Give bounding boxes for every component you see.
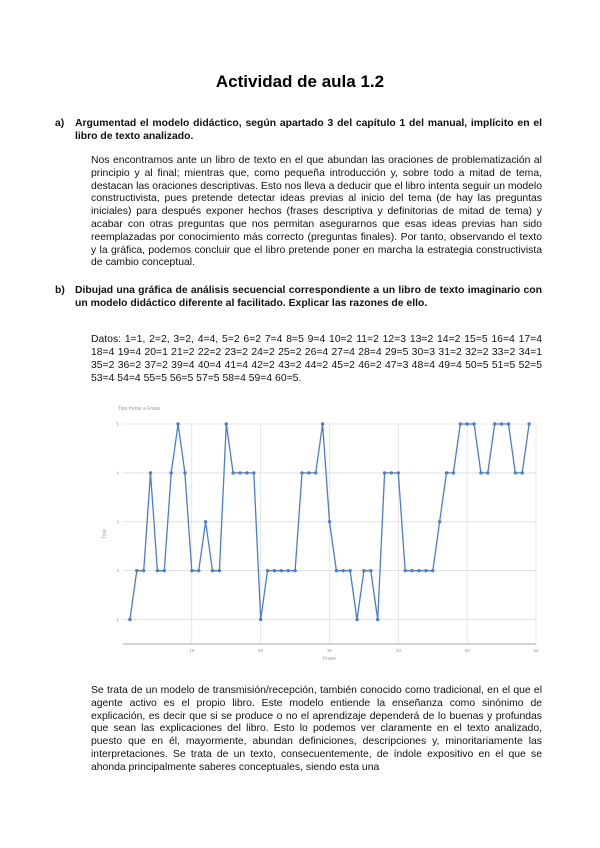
data-point: [514, 471, 517, 474]
y-tick-label: 1: [116, 617, 119, 623]
data-point: [169, 471, 172, 474]
data-point: [204, 520, 207, 523]
answer-b: Se trata de un modelo de transmisión/recepción, también conocido como tradicional, en el que el agente activo es el propio libro. Este modelo entiende la enseñanza como sinónimo de explicación, es decir que si se produce o no el aprendizaje dependerá de lo buenas y profundas que sean las explicaciones del libro. Esto lo podemos ver claramente en el texto analizado, puesto que en él, mayormente, abundan definiciones, descripciones y, minoritariamente las interpretaciones. Se trata de un texto, consecuentemente, de índole expositivo en el que se ahonda principalmente saberes conceptuales, siendo esta una: [91, 685, 542, 773]
data-point: [252, 471, 255, 474]
data-point: [431, 569, 434, 572]
data-point: [300, 471, 303, 474]
data-point: [163, 569, 166, 572]
data-point: [328, 520, 331, 523]
x-tick-label: 10: [189, 648, 195, 653]
data-point: [424, 569, 427, 572]
chart-title: Tipo frente a Frase: [118, 406, 161, 412]
data-point: [225, 422, 228, 425]
data-point: [321, 422, 324, 425]
data-point: [128, 618, 131, 621]
data-point: [245, 471, 248, 474]
data-point: [479, 471, 482, 474]
page-title: Actividad de aula 1.2: [215, 72, 385, 91]
x-tick-label: 30: [326, 648, 333, 653]
data-point: [410, 569, 413, 572]
data-point: [183, 471, 186, 474]
question-a-text: Argumentad el modelo didáctico, según apartado 3 del capítulo 1 del manual, implícito en el libro de texto analizado.: [75, 118, 542, 142]
data-point: [149, 471, 152, 474]
data-point: [259, 618, 262, 621]
data-point: [142, 569, 145, 572]
x-tick-label: 60: [533, 648, 539, 653]
data-point: [266, 569, 269, 572]
data-point: [452, 471, 455, 474]
data-point: [348, 569, 351, 572]
data-point: [493, 422, 496, 425]
data-point: [472, 422, 475, 425]
data-point: [197, 569, 200, 572]
data-point: [527, 422, 530, 425]
data-point: [293, 569, 296, 572]
data-point: [211, 569, 214, 572]
data-point: [465, 422, 468, 425]
chart-ticks: [116, 422, 539, 654]
x-tick-label: 20: [258, 648, 264, 653]
data-point: [156, 569, 159, 572]
question-b-text: Dibujad una gráfica de análisis secuencial correspondiente a un libro de texto imaginario con un modelo didáctico diferente al facilitado. Explicar las razones de ello.: [75, 285, 542, 309]
y-axis-label: Tipo: [102, 529, 108, 539]
data-point: [355, 618, 358, 621]
data-point: [507, 422, 510, 425]
data-point: [376, 618, 379, 621]
y-tick-label: 4: [116, 470, 119, 476]
sequence-chart: [90, 400, 550, 670]
data-point: [135, 569, 138, 572]
data-point: [459, 422, 462, 425]
data-point: [390, 471, 393, 474]
data-point: [397, 471, 400, 474]
x-tick-label: 50: [464, 648, 470, 653]
question-b-letter: b): [55, 285, 65, 296]
data-point: [238, 471, 241, 474]
data-point: [342, 569, 345, 572]
question-a: [55, 117, 542, 143]
question-b: [55, 284, 542, 310]
data-point: [190, 569, 193, 572]
data-point: [273, 569, 276, 572]
data-point: [176, 422, 179, 425]
data-point: [314, 471, 317, 474]
data-point: [280, 569, 283, 572]
data-point: [362, 569, 365, 572]
y-tick-label: 5: [116, 421, 119, 427]
data-point: [521, 471, 524, 474]
data-point: [335, 569, 338, 572]
data-point: [417, 569, 420, 572]
y-tick-label: 3: [116, 519, 119, 525]
data-point: [218, 569, 221, 572]
data-listing: Datos: 1=1, 2=2, 3=2, 4=4, 5=2 6=2 7=4 8=5 9=4 10=2 11=2 12=3 13=2 14=2 15=5 16=4 17=4 18=4 19=4 20=1 21=2 22=2 23=2 24=2 25=2 26=4 27=4 28=4 29=5 30=3 31=2 32=2 33=2 34=1 35=2 36=2 37=2 39=4 40=4 41=4 42=2 43=2 44=2 45=2 46=2 47=3 48=4 49=4 50=5 51=5 52=5 53=4 54=4 55=5 56=5 57=5 58=4 59=4 60=5.: [91, 334, 542, 384]
chart-grid: [123, 424, 536, 644]
data-point: [404, 569, 407, 572]
y-tick-label: 2: [116, 568, 119, 574]
x-axis-label: Frase: [323, 656, 336, 662]
x-tick-label: 40: [395, 648, 401, 653]
question-a-letter: a): [55, 118, 65, 129]
data-point: [486, 471, 489, 474]
data-point: [445, 471, 448, 474]
data-point: [500, 422, 503, 425]
data-point: [231, 471, 234, 474]
data-point: [287, 569, 290, 572]
data-point: [383, 471, 386, 474]
data-point: [369, 569, 372, 572]
data-point: [307, 471, 310, 474]
data-point: [438, 520, 441, 523]
answer-a: Nos encontramos ante un libro de texto en el que abundan las oraciones de problematización al principio y al final; mientras que, como pequeña introducción y, sobre todo a mitad de tema, destacan las oraciones descriptivas. Esto nos lleva a deducir que el libro intenta seguir un modelo constructivista, pues pretende detectar ideas previas al inicio del tema (de hay las preguntas iniciales) para después exponer hechos (frases descriptiva y definitorias de mitad de tema) y acabar con otras preguntas que nos permitan asegurarnos que esas ideas previas han sido reemplazadas por conocimiento más correcto (preguntas finales). Por tanto, observando el texto y la gráfica, podemos concluir que el libro pretende poner en marcha la estrategia constructivista de cambio conceptual.: [91, 155, 542, 269]
